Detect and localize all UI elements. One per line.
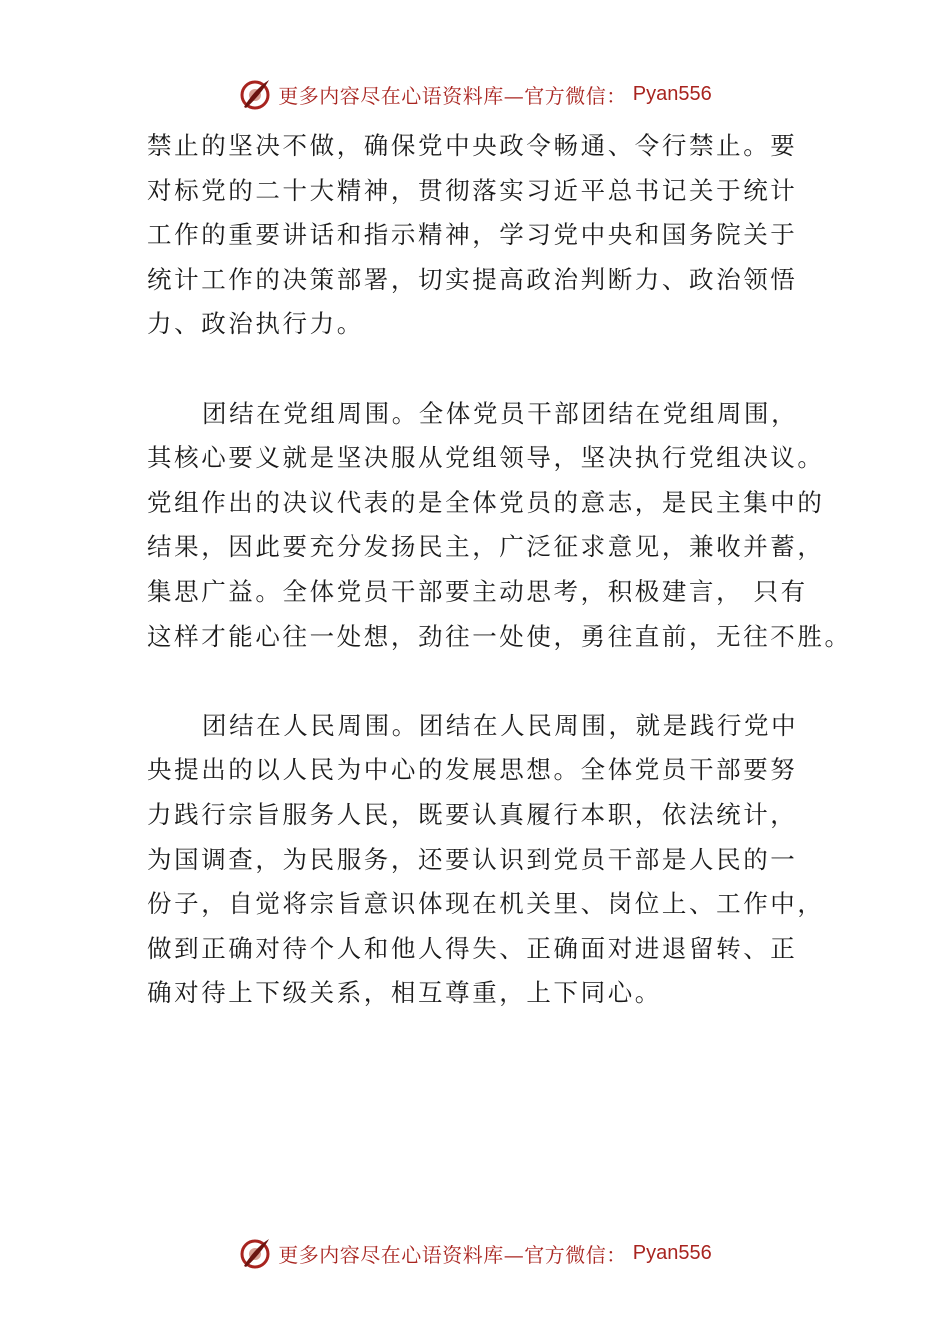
text-line: 份子，自觉将宗旨意识体现在机关里、岗位上、工作中， [147,889,825,919]
paragraph-gap [147,659,867,704]
text-line: 统计工作的决策部署，切实提高政治判断力、政治领悟 [147,264,798,294]
quill-pen-seal-icon [238,1236,272,1270]
header-watermark-text: 更多内容尽在心语资料库—官方微信： [278,83,627,108]
text-line: 这样才能心往一处想，劲往一处使，勇往直前，无往不胜。 [147,621,852,651]
header-watermark-contact: Pyan556 [632,82,712,105]
header-watermark [0,72,950,116]
text-line: 对标党的二十大精神，贯彻落实习近平总书记关于统计 [147,175,798,205]
text-line: 工作的重要讲话和指示精神，学习党中央和国务院关于 [147,220,798,250]
text-line: 为国调查，为民服务，还要认识到党员干部是人民的一 [147,844,798,874]
footer-watermark-contact: Pyan556 [632,1241,712,1264]
text-line: 央提出的以人民为中心的发展思想。全体党员干部要努 [147,755,798,785]
text-line: 结果，因此要充分发扬民主，广泛征求意见，兼收并蓄， [147,532,825,562]
paragraph-gap [147,347,867,392]
text-line: 力践行宗旨服务人民，既要认真履行本职，依法统计， [147,799,798,829]
text-line: 团结在人民周围。团结在人民周围，就是践行党中 [202,710,799,740]
quill-pen-seal-icon [238,77,272,111]
header-watermark-inner [238,77,711,111]
text-line: 力、政治执行力。 [147,309,364,339]
text-line: 确对待上下级关系，相互尊重，上下同心。 [147,978,662,1008]
paragraph-2 [147,392,867,660]
footer-watermark [0,1231,950,1275]
paragraph-3 [147,704,867,1016]
text-line: 党组作出的决议代表的是全体党员的意志，是民主集中的 [147,487,825,517]
text-line: 做到正确对待个人和他人得失、正确面对进退留转、正 [147,933,798,963]
document-body [147,124,867,1016]
footer-watermark-text: 更多内容尽在心语资料库—官方微信： [278,1242,627,1267]
text-line: 其核心要义就是坚决服从党组领导，坚决执行党组决议。 [147,443,825,473]
text-line: 集思广益。全体党员干部要主动思考，积极建言， 只有 [147,576,808,606]
text-line: 团结在党组周围。全体党员干部团结在党组周围， [202,398,799,428]
paragraph-1 [147,124,867,347]
footer-watermark-inner [238,1236,711,1270]
text-line: 禁止的坚决不做，确保党中央政令畅通、令行禁止。要 [147,131,798,160]
